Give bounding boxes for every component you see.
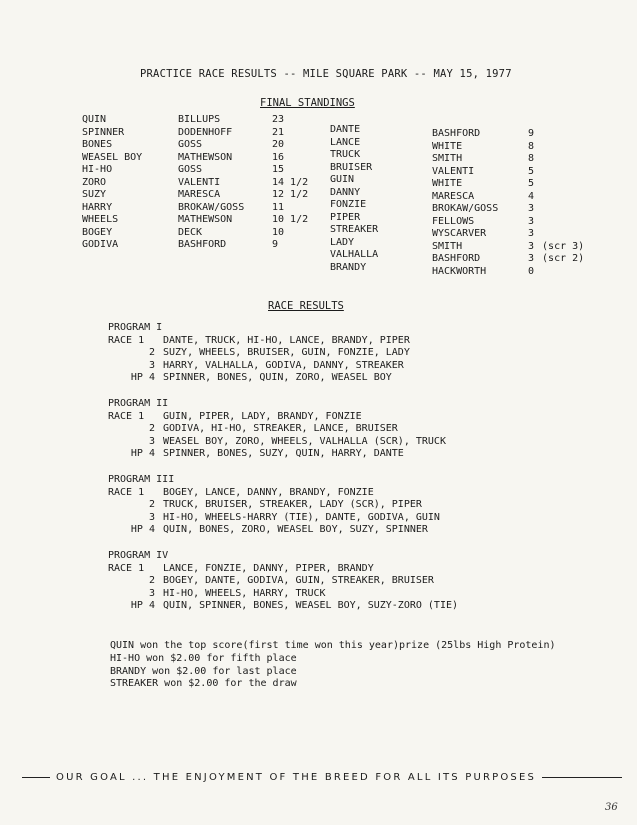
standings-cell: BILLUPS — [178, 114, 221, 125]
standings-cell: LADY — [330, 236, 355, 248]
standings-cell: 3 — [528, 203, 535, 214]
race-row — [108, 360, 410, 373]
footer — [22, 772, 622, 783]
race-finish-order: BOGEY, LANCE, DANNY, BRANDY, FONZIE — [163, 486, 374, 498]
program-block — [108, 550, 458, 613]
standings-cell: WHEELS — [82, 214, 119, 225]
standings-cell: WHITE — [432, 178, 463, 189]
race-row — [108, 563, 458, 576]
prize-notes — [110, 640, 556, 691]
standings-cell: 8 — [528, 140, 535, 152]
standings-cell: DODENHOFF — [178, 126, 233, 138]
race-label: RACE 1 — [108, 334, 145, 346]
standings-cell — [528, 241, 584, 254]
standings-cell: 9 — [272, 239, 279, 250]
race-row — [108, 575, 458, 588]
standings-cell: PIPER — [330, 211, 361, 223]
standings-cell: WEASEL BOY — [82, 151, 143, 163]
program-title: PROGRAM II — [108, 398, 169, 409]
standings-cell: VALENTI — [178, 176, 221, 188]
standings-right-owners — [432, 128, 498, 278]
race-finish-order: SPINNER, BONES, SUZY, QUIN, HARRY, DANTE — [163, 448, 404, 460]
program-title: PROGRAM III — [108, 474, 175, 485]
standings-cell: GOSS — [178, 164, 203, 175]
standings-cell: SMITH — [432, 153, 463, 164]
standings-cell: BRANDY — [330, 261, 367, 273]
race-label: RACE 1 — [108, 562, 145, 574]
race-results-heading: RACE RESULTS — [268, 300, 344, 312]
standings-cell: HI-HO — [82, 164, 113, 175]
standings-cell: MATHEWSON — [178, 214, 233, 225]
race-row — [108, 423, 446, 436]
standings-cell: DECK — [178, 226, 203, 238]
standings-cell: 15 — [272, 164, 285, 175]
standings-cell: WHITE — [432, 140, 463, 152]
program-block — [108, 474, 440, 537]
race-finish-order: HARRY, VALHALLA, GODIVA, DANNY, STREAKER — [163, 359, 404, 371]
standings-cell: LANCE — [330, 136, 361, 148]
race-finish-order: QUIN, BONES, ZORO, WEASEL BOY, SUZY, SPINNER — [163, 524, 428, 536]
standings-cell: BASHFORD — [432, 253, 481, 264]
standings-cell: 14 1/2 — [272, 176, 309, 188]
standings-cell: GODIVA — [82, 239, 119, 250]
standings-cell: 5 — [528, 165, 535, 177]
standings-cell: 4 — [528, 190, 535, 202]
standings-cell: MARESCA — [178, 189, 221, 200]
race-row — [108, 600, 458, 613]
standings-cell: 8 — [528, 153, 535, 164]
race-label: HP 4 — [130, 524, 155, 536]
program-title: PROGRAM I — [108, 322, 163, 333]
standings-cell — [528, 253, 584, 266]
race-finish-order: LANCE, FONZIE, DANNY, PIPER, BRANDY — [163, 562, 374, 574]
standings-cell: 11 — [272, 201, 285, 213]
race-row — [108, 436, 446, 449]
race-label: 2 — [148, 575, 155, 587]
standings-left-owners — [178, 114, 244, 252]
race-label: HP 4 — [130, 372, 155, 384]
race-finish-order: DANTE, TRUCK, HI-HO, LANCE, BRANDY, PIPER — [163, 334, 410, 346]
standings-cell: BRUISER — [330, 161, 373, 173]
standings-cell: FONZIE — [330, 199, 367, 210]
race-finish-order: SUZY, WHEELS, BRUISER, GUIN, FONZIE, LADY — [163, 347, 410, 359]
race-label: 3 — [148, 587, 155, 599]
standings-cell: 21 — [272, 126, 285, 138]
race-row — [108, 499, 440, 512]
standings-cell: VALHALLA — [330, 249, 379, 260]
page-number: 36 — [605, 802, 618, 813]
score-value: 3 — [528, 253, 535, 264]
race-label: 2 — [148, 347, 155, 359]
footer-motto: OUR GOAL ... THE ENJOYMENT OF THE BREED FOR ALL ITS PURPOSES — [56, 772, 537, 783]
footer-rule-left — [22, 777, 50, 778]
standings-cell: HARRY — [82, 201, 113, 213]
standings-cell: 20 — [272, 139, 285, 150]
standings-cell: GUIN — [330, 174, 355, 185]
scratch-note: (scr 2) — [542, 253, 585, 264]
race-finish-order: GUIN, PIPER, LADY, BRANDY, FONZIE — [163, 410, 362, 422]
standings-cell: GOSS — [178, 139, 203, 150]
race-row — [108, 487, 440, 500]
standings-cell: 3 — [528, 215, 535, 227]
standings-cell: FELLOWS — [432, 215, 475, 227]
standings-right-scores — [528, 128, 584, 278]
program-block — [108, 398, 446, 461]
race-label: HP 4 — [130, 600, 155, 612]
note-line: BRANDY won $2.00 for last place — [110, 665, 297, 677]
race-label: 2 — [148, 423, 155, 435]
race-label: RACE 1 — [108, 486, 145, 498]
standings-cell: 10 1/2 — [272, 214, 309, 225]
standings-cell: TRUCK — [330, 149, 361, 160]
standings-left-scores — [272, 114, 308, 252]
standings-cell: 0 — [528, 265, 535, 277]
race-row — [108, 335, 410, 348]
standings-cell: BROKAW/GOSS — [432, 203, 499, 214]
standings-cell: 5 — [528, 178, 535, 189]
standings-cell: DANNY — [330, 186, 361, 198]
race-finish-order: QUIN, SPINNER, BONES, WEASEL BOY, SUZY-ZORO (TIE) — [163, 600, 459, 612]
race-label: 3 — [148, 511, 155, 523]
score-value: 3 — [528, 240, 535, 252]
race-finish-order: HI-HO, WHEELS-HARRY (TIE), DANTE, GODIVA, GUIN — [163, 511, 440, 523]
footer-rule-right — [542, 777, 622, 778]
race-finish-order: TRUCK, BRUISER, STREAKER, LADY (SCR), PIPER — [163, 499, 422, 511]
standings-cell: 12 1/2 — [272, 189, 309, 200]
standings-cell: BASHFORD — [178, 239, 227, 250]
standings-cell: BASHFORD — [432, 128, 481, 139]
race-label: 3 — [148, 435, 155, 447]
standings-cell: MARESCA — [432, 190, 475, 202]
race-row — [108, 347, 410, 360]
note-line: STREAKER won $2.00 for the draw — [110, 678, 297, 690]
standings-cell: SUZY — [82, 189, 107, 200]
standings-cell: STREAKER — [330, 224, 379, 235]
scratch-note: (scr 3) — [542, 240, 585, 252]
race-row — [108, 448, 446, 461]
race-row — [108, 524, 440, 537]
standings-right-dogs — [330, 124, 378, 274]
race-label: RACE 1 — [108, 410, 145, 422]
page-title: PRACTICE RACE RESULTS -- MILE SQUARE PARK -- MAY 15, 1977 — [140, 68, 512, 80]
final-standings-heading: FINAL STANDINGS — [260, 97, 355, 109]
standings-cell: BONES — [82, 139, 113, 150]
race-finish-order: SPINNER, BONES, QUIN, ZORO, WEASEL BOY — [163, 372, 392, 384]
note-line: HI-HO won $2.00 for fifth place — [110, 652, 297, 664]
race-row — [108, 512, 440, 525]
standings-cell: 3 — [528, 228, 535, 239]
race-label: 2 — [148, 499, 155, 511]
standings-cell: ZORO — [82, 176, 107, 188]
race-row — [108, 588, 458, 601]
race-row — [108, 372, 410, 385]
race-finish-order: HI-HO, WHEELS, HARRY, TRUCK — [163, 587, 326, 599]
standings-cell: MATHEWSON — [178, 151, 233, 163]
standings-cell: HACKWORTH — [432, 265, 487, 277]
standings-cell: SPINNER — [82, 126, 125, 138]
race-finish-order: GODIVA, HI-HO, STREAKER, LANCE, BRUISER — [163, 423, 398, 435]
note-line: QUIN won the top score(first time won this year)prize (25lbs High Protein) — [110, 640, 556, 651]
standings-cell: 16 — [272, 151, 285, 163]
standings-cell: WYSCARVER — [432, 228, 487, 239]
standings-cell: 10 — [272, 226, 285, 238]
program-title: PROGRAM IV — [108, 550, 169, 561]
standings-cell: 23 — [272, 114, 285, 125]
race-label: HP 4 — [130, 448, 155, 460]
standings-cell: BOGEY — [82, 226, 113, 238]
race-finish-order: WEASEL BOY, ZORO, WHEELS, VALHALLA (SCR), TRUCK — [163, 435, 446, 447]
race-finish-order: BOGEY, DANTE, GODIVA, GUIN, STREAKER, BRUISER — [163, 575, 434, 587]
standings-cell: SMITH — [432, 240, 463, 252]
standings-cell: 9 — [528, 128, 535, 139]
program-block — [108, 322, 410, 385]
standings-cell: VALENTI — [432, 165, 475, 177]
standings-cell: BROKAW/GOSS — [178, 201, 245, 213]
race-row — [108, 411, 446, 424]
standings-left-dogs — [82, 114, 142, 252]
standings-cell: DANTE — [330, 124, 361, 135]
race-label: 3 — [148, 359, 155, 371]
standings-cell: QUIN — [82, 114, 107, 125]
